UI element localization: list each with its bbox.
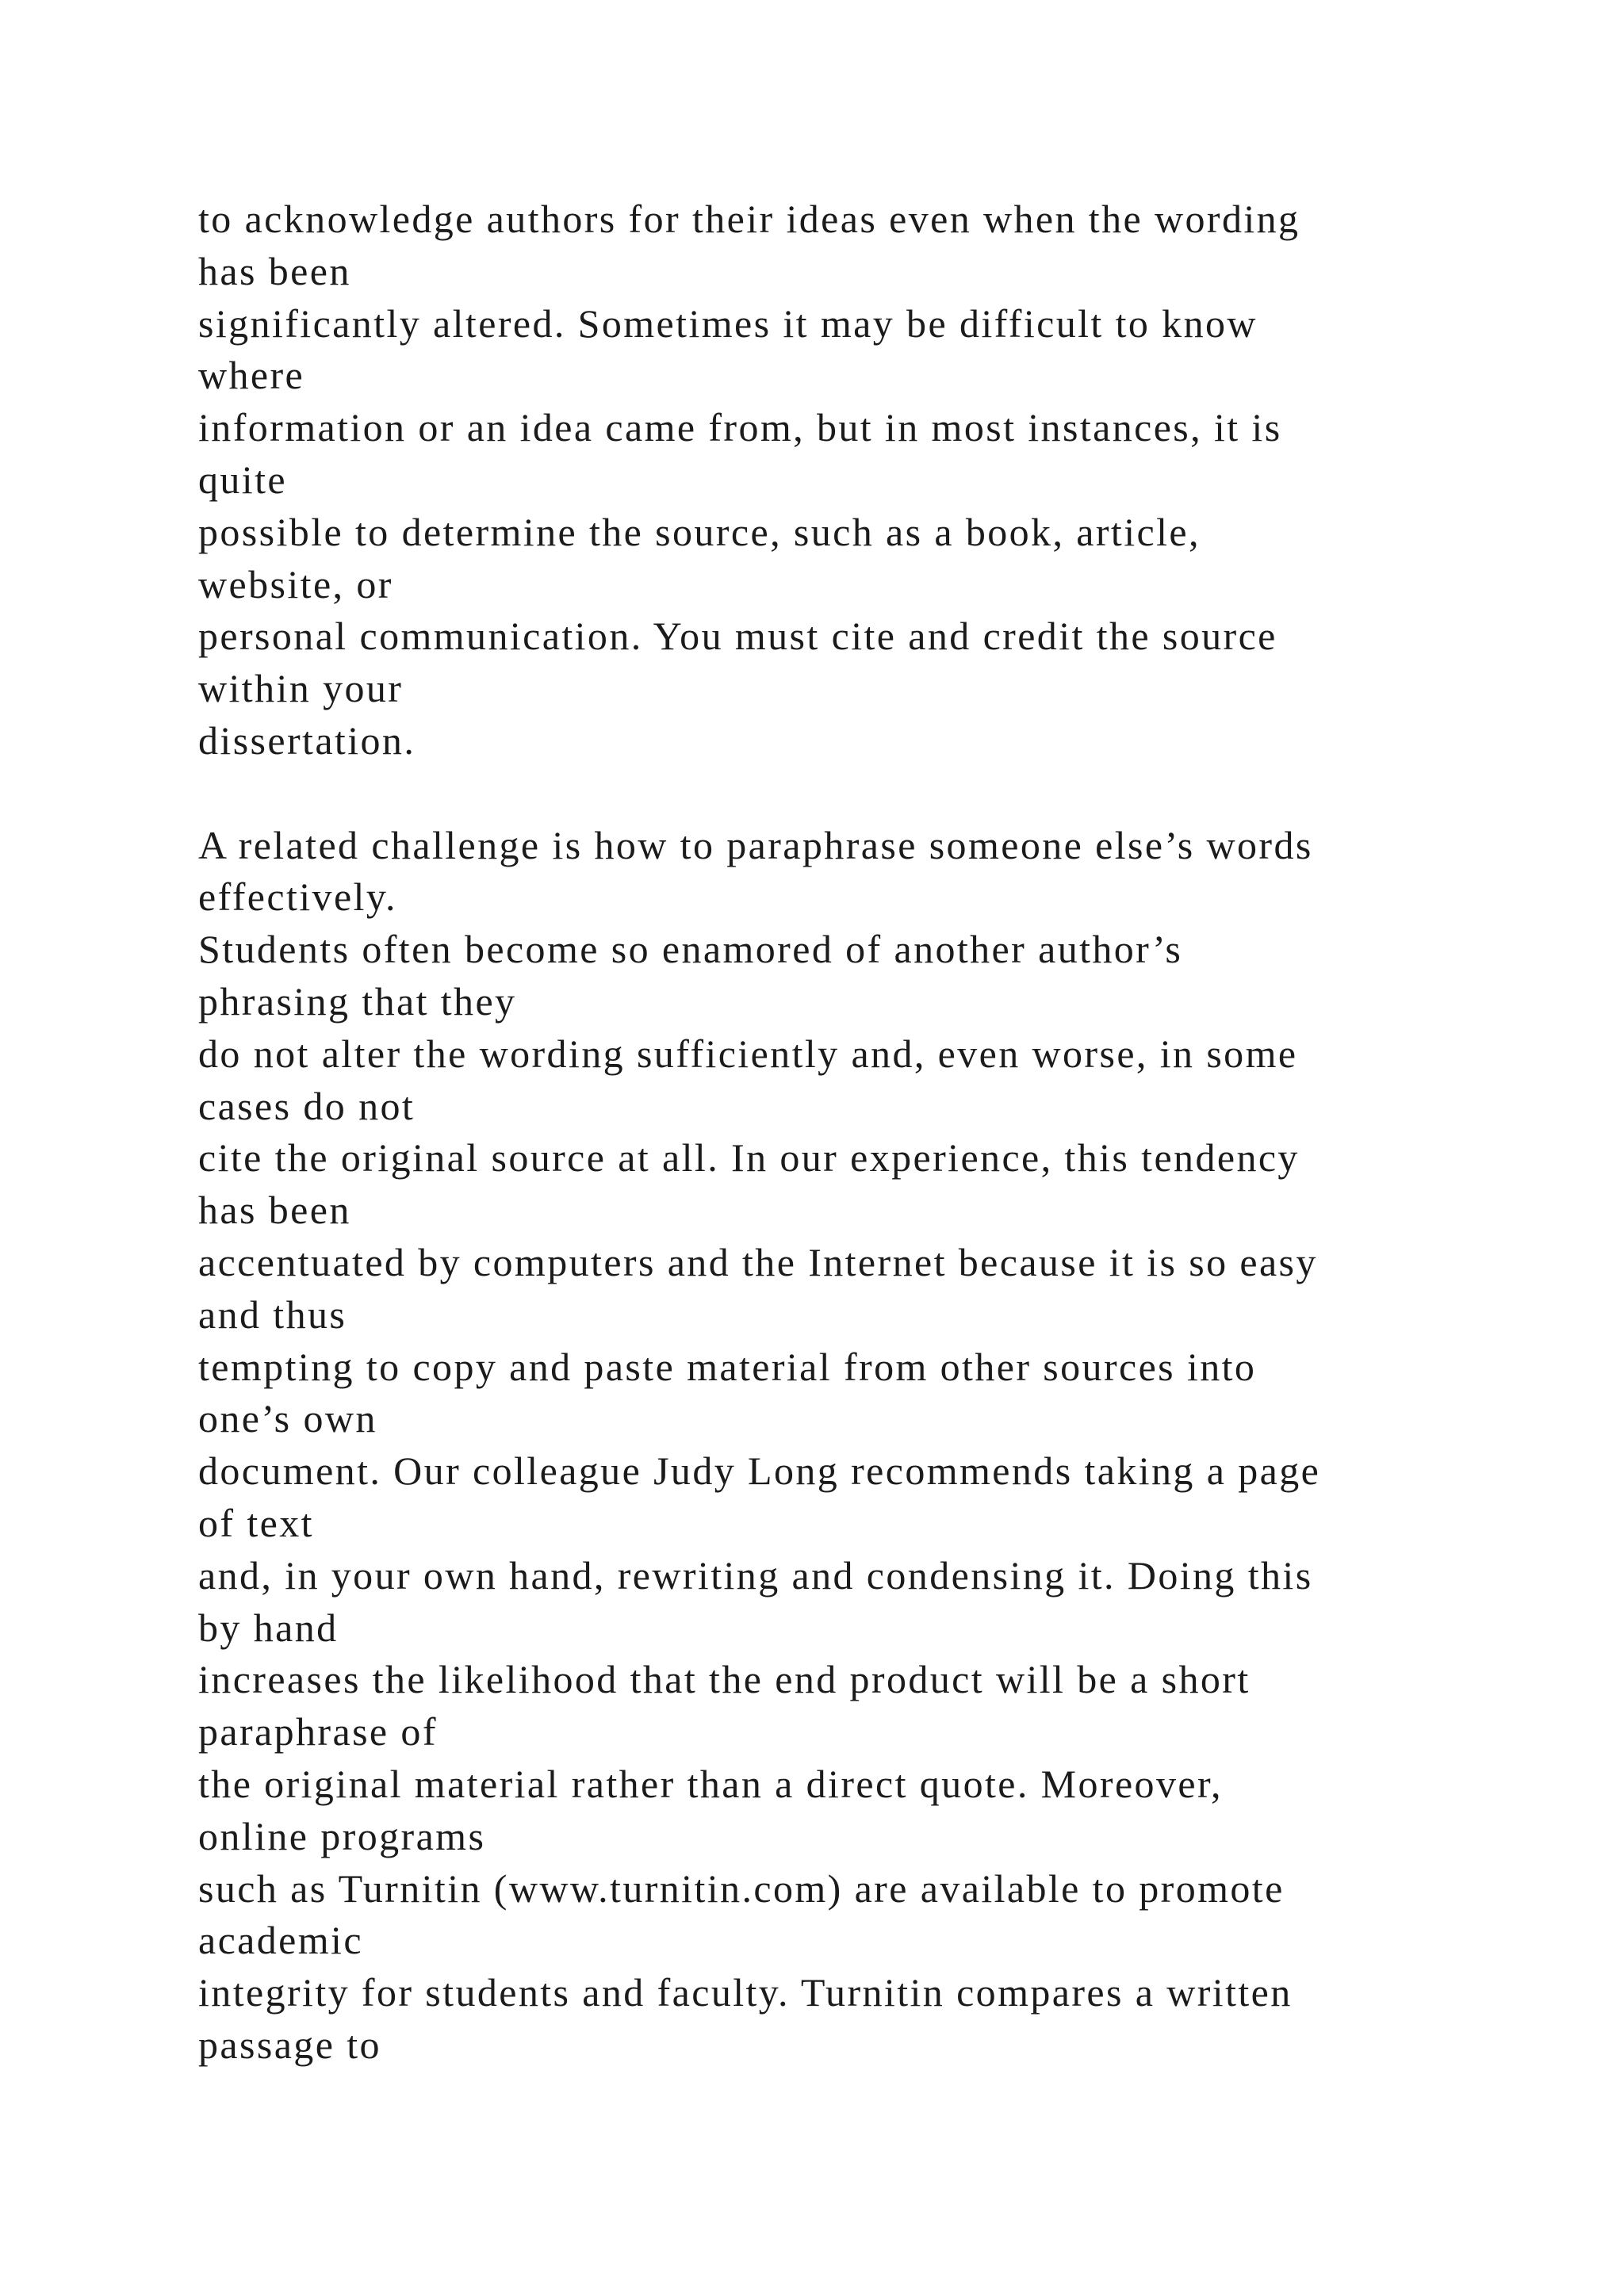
text-line: online programs — [198, 1813, 486, 1858]
document-body — [198, 193, 1546, 2072]
text-line: paraphrase of — [198, 1709, 438, 1755]
text-line: possible to determine the source, such as a book, article, — [198, 509, 1201, 554]
paragraph-1 — [198, 193, 1546, 767]
text-line: effectively. — [198, 874, 397, 920]
text-line: cases do not — [198, 1083, 416, 1128]
text-line: A related challenge is how to paraphrase someone else’s words — [198, 822, 1313, 867]
paragraph-2 — [198, 820, 1546, 2072]
text-line: Students often become so enamored of another author’s — [198, 927, 1183, 972]
text-line: by hand — [198, 1605, 339, 1650]
text-line: such as Turnitin (www.turnitin.com) are available to promote — [198, 1866, 1285, 1911]
text-line: and thus — [198, 1292, 347, 1337]
text-line: cite the original source at all. In our experience, this tendency — [198, 1135, 1300, 1181]
text-line: information or an idea came from, but in most instances, it is — [198, 405, 1282, 450]
text-line: website, or — [198, 561, 393, 607]
text-line: passage to — [198, 2022, 381, 2067]
text-line: has been — [198, 1188, 351, 1233]
text-line: within your — [198, 666, 404, 711]
text-line: significantly altered. Sometimes it may be difficult to know — [198, 300, 1258, 346]
text-line: and, in your own hand, rewriting and condensing it. Doing this — [198, 1552, 1313, 1598]
text-line: the original material rather than a direct quote. Moreover, — [198, 1761, 1223, 1806]
text-line: do not alter the wording sufficiently and, even worse, in some — [198, 1031, 1298, 1076]
text-line: of text — [198, 1500, 314, 1545]
text-line: increases the likelihood that the end product will be a short — [198, 1657, 1251, 1702]
text-line: quite — [198, 457, 287, 502]
text-line: document. Our colleague Judy Long recommends taking a page — [198, 1448, 1321, 1494]
text-line: dissertation. — [198, 718, 416, 763]
text-line: to acknowledge authors for their ideas even when the wording — [198, 197, 1300, 241]
text-line: one’s own — [198, 1396, 377, 1441]
text-line: academic — [198, 1918, 363, 1963]
text-line: integrity for students and faculty. Turnitin compares a written — [198, 1970, 1293, 2015]
text-line: accentuated by computers and the Internet because it is so easy — [198, 1239, 1318, 1284]
text-line: phrasing that they — [198, 978, 517, 1024]
text-line: has been — [198, 248, 351, 293]
text-line: personal communication. You must cite and credit the source — [198, 614, 1277, 659]
text-line: tempting to copy and paste material from other sources into — [198, 1344, 1257, 1389]
text-line: where — [198, 353, 305, 398]
